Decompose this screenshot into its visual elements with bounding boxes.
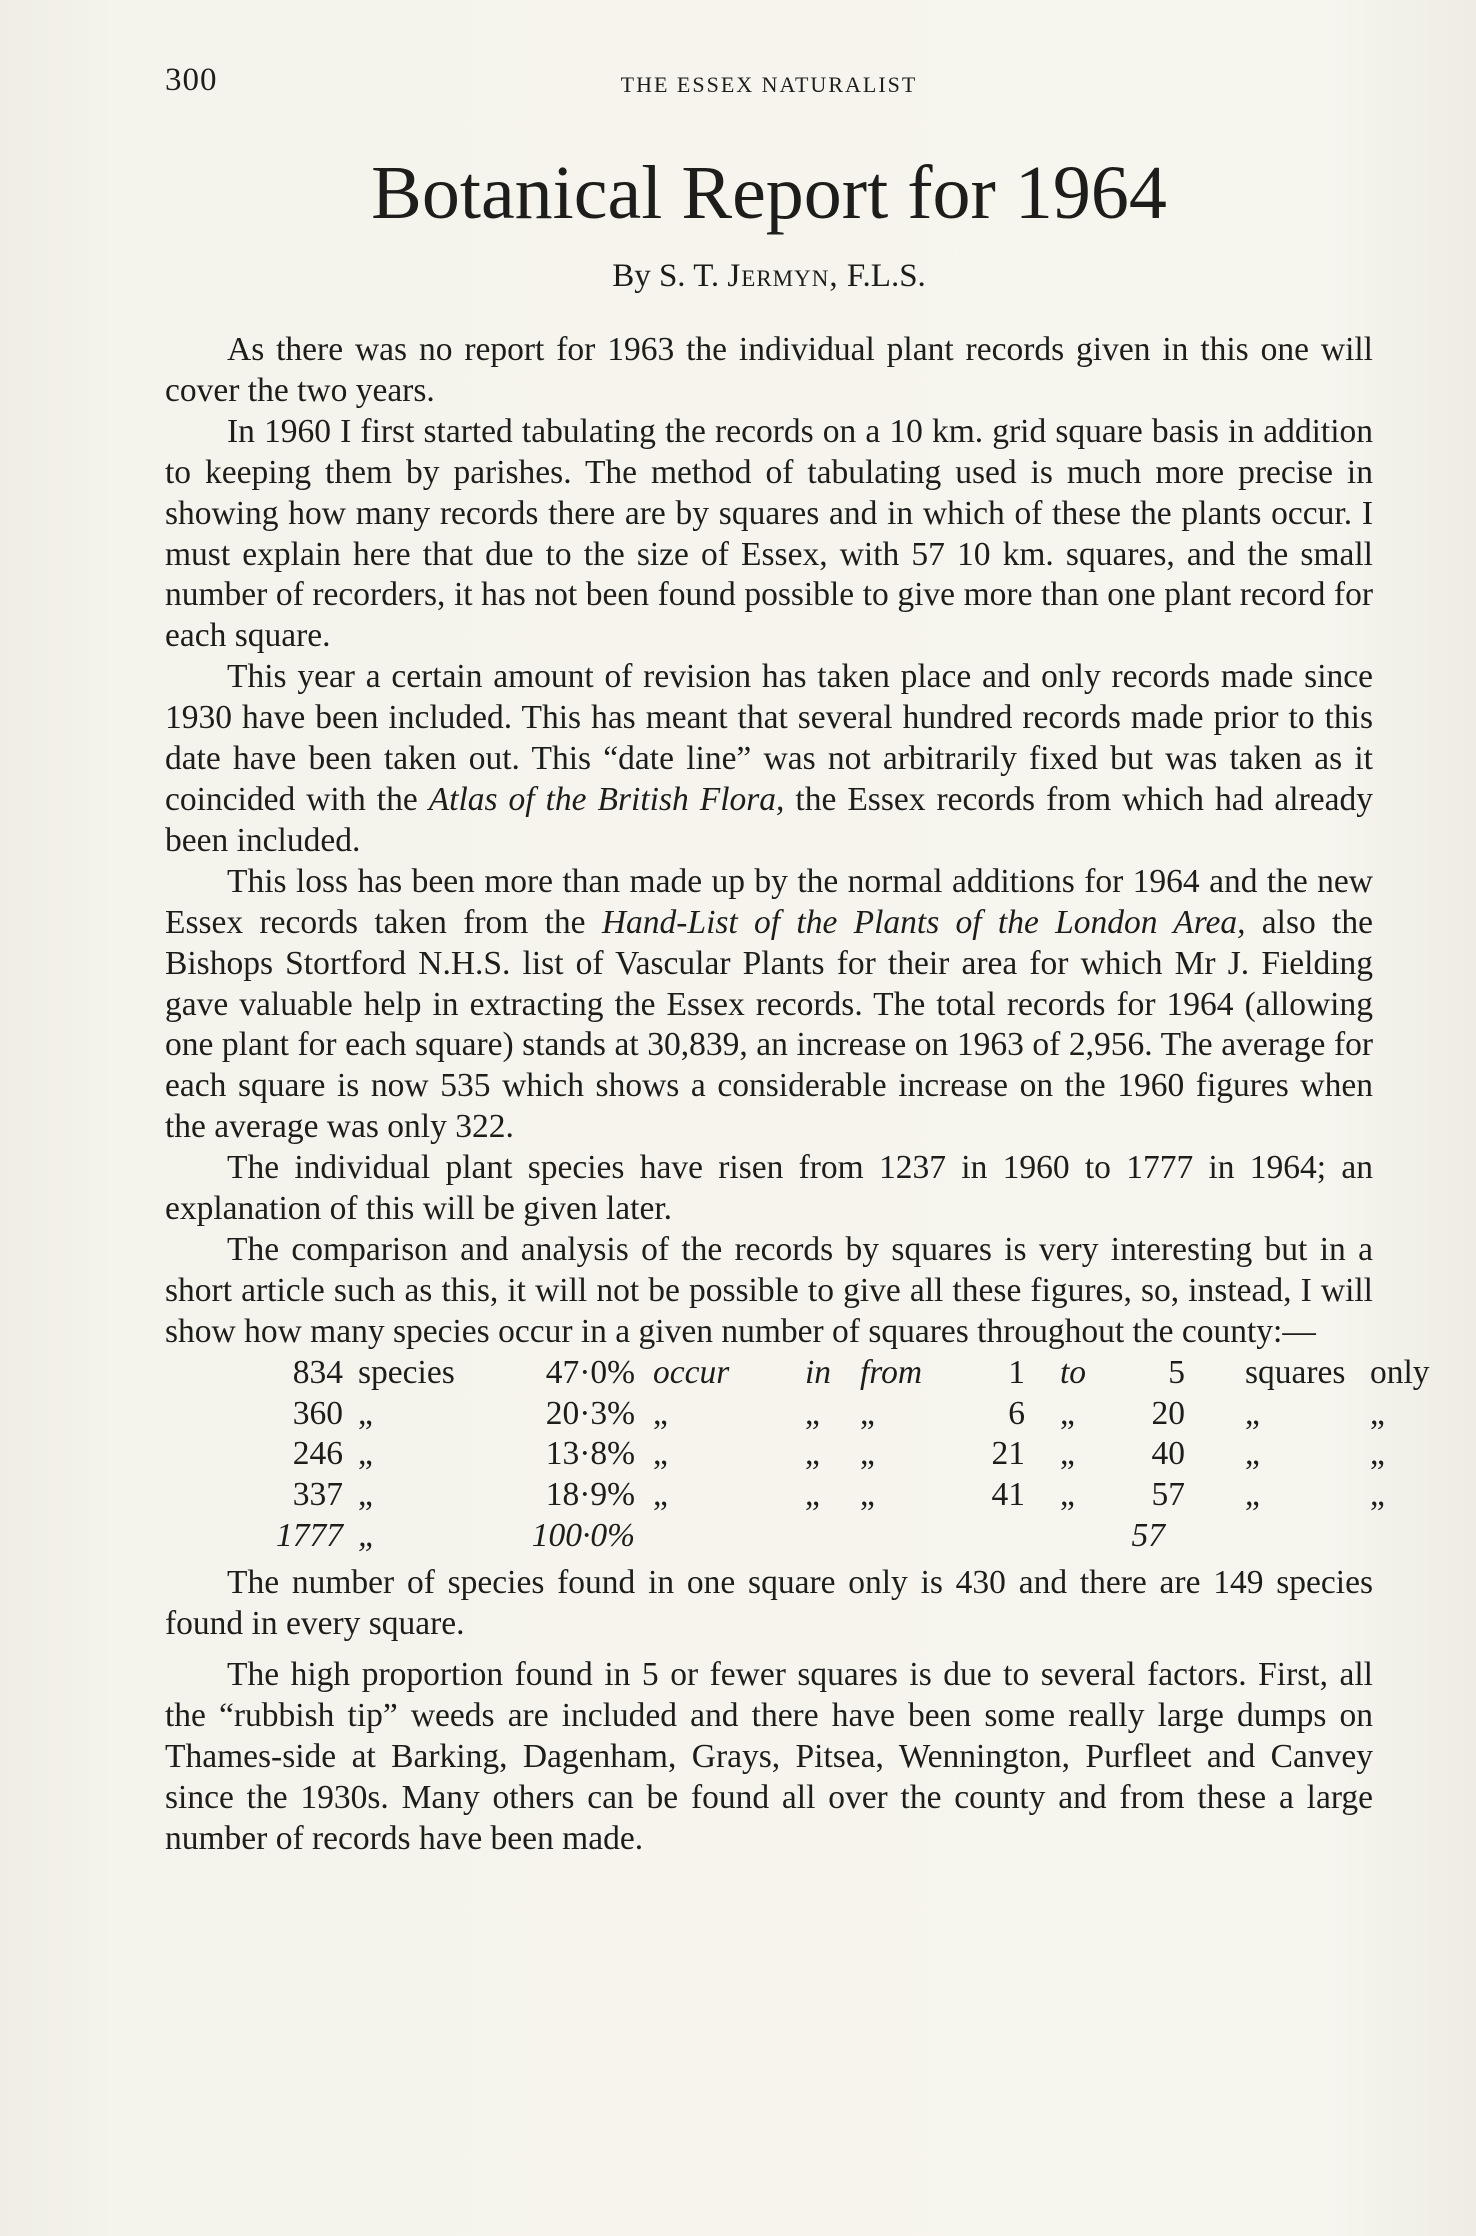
squares-high: 57 xyxy=(1151,1476,1185,1514)
in-word: „ xyxy=(805,1435,820,1473)
byline-by: By xyxy=(612,258,651,294)
paragraph-3-text-b: the Essex records from which had already been included. xyxy=(165,780,1373,859)
occur-word: „ xyxy=(653,1394,668,1432)
species-percent: 47·0% xyxy=(545,1353,635,1391)
paragraph-3 xyxy=(165,657,1373,862)
species-percent: 13·8% xyxy=(545,1435,635,1473)
to-word: to xyxy=(1060,1353,1087,1391)
paragraph-6: The comparison and analysis of the records by squares is very interesting but in a short article such as this, it will not be possible to give all these figures, so, instead, I will show how many species occur in a given number of squares throughout the county:— xyxy=(165,1230,1373,1350)
squares-low: 6 xyxy=(1008,1394,1025,1432)
species-percent: 20·3% xyxy=(545,1394,635,1432)
squares-low: 1 xyxy=(1008,1353,1025,1391)
only-word: „ xyxy=(1370,1394,1385,1432)
only-word: „ xyxy=(1370,1476,1385,1514)
squares-low: 21 xyxy=(991,1435,1025,1473)
paragraph-4 xyxy=(165,862,1373,1148)
species-count: 246 xyxy=(292,1435,343,1473)
page-number: 300 xyxy=(165,62,218,98)
table-row xyxy=(165,1353,1430,1394)
paragraph-4-text-a: This loss has been more than made up by the normal additions for 1964 and the new Essex records taken from the xyxy=(165,862,1373,941)
species-total-count: 1777 xyxy=(276,1517,343,1555)
species-unit: „ xyxy=(358,1517,377,1555)
in-word: „ xyxy=(805,1476,820,1514)
paragraph-8: The high proportion found in 5 or fewer squares is due to several factors. First, all the “rubbish tip” weeds are included and there have been some really large dumps on Thames-side at Barking, Dagenham, Grays, Pitsea, Wennington, Purfleet and Canvey since the 1930s. Many others can be found all over the county and from these a large number of records have been made. xyxy=(165,1655,1373,1857)
occur-word: „ xyxy=(653,1435,668,1473)
from-word: „ xyxy=(860,1435,875,1473)
squares-word: „ xyxy=(1245,1476,1260,1514)
table-row xyxy=(165,1394,1385,1435)
paragraph-1: As there was no report for 1963 the individual plant records given in this one will cover the two years. xyxy=(165,331,1373,409)
to-word: „ xyxy=(1060,1476,1075,1514)
article-body xyxy=(165,330,1430,1859)
squares-word: squares xyxy=(1245,1353,1346,1391)
species-percent: 18·9% xyxy=(545,1476,635,1514)
paragraph-3-text-a: This year a certain amount of revision has taken place and only records made since 1930 have been included. This has meant that several hundred records made prior to this date have been taken out. This “date line” was not arbitrarily fixed but was taken as it coincided with the xyxy=(165,658,1373,818)
from-word: „ xyxy=(860,1476,875,1514)
author-suffix: F.L.S. xyxy=(846,258,926,294)
to-word: „ xyxy=(1060,1435,1075,1473)
to-word: „ xyxy=(1060,1394,1075,1432)
species-unit: „ xyxy=(358,1394,373,1432)
only-word: only xyxy=(1370,1353,1430,1391)
squares-total: 57 xyxy=(1131,1517,1165,1555)
page-header xyxy=(165,62,1373,102)
occur-word: occur xyxy=(653,1353,730,1391)
species-unit: „ xyxy=(358,1435,373,1473)
hand-list-title: Hand-List of the Plants of the London Area, xyxy=(601,903,1246,941)
species-count: 337 xyxy=(292,1476,343,1514)
species-table xyxy=(165,1353,1430,1557)
species-count: 360 xyxy=(292,1394,343,1432)
author-initials: S. T. xyxy=(658,258,720,294)
species-unit: species xyxy=(358,1353,455,1391)
species-count: 834 xyxy=(292,1353,343,1391)
occur-word: „ xyxy=(653,1476,668,1514)
running-head: THE ESSEX NATURALIST xyxy=(620,72,918,97)
paragraph-5: The individual plant species have risen from 1237 in 1960 to 1777 in 1964; an explanation of this will be given later. xyxy=(165,1149,1373,1228)
squares-high: 5 xyxy=(1168,1353,1185,1391)
squares-low: 41 xyxy=(991,1476,1025,1514)
author-surname: Jermyn, xyxy=(727,258,839,294)
table-row xyxy=(165,1475,1385,1516)
species-total-percent: 100·0% xyxy=(531,1517,635,1555)
byline xyxy=(165,258,1373,295)
article-title: Botanical Report for 1964 xyxy=(371,151,1167,235)
in-word: in xyxy=(805,1353,832,1391)
paragraph-4-text-b: also the Bishops Stortford N.H.S. list of Vascular Plants for their area for which Mr J. Fielding gave valuable help in extracting the Essex records. The total records for 1964 (allowing one plant for each square) stands at 30,839, an increase on 1963 of 2,956. The average for each square is now 535 which shows a considerable increase on the 1960 figures when the average was only 322. xyxy=(165,903,1373,1146)
from-word: „ xyxy=(860,1394,875,1432)
paragraph-2: In 1960 I first started tabulating the records on a 10 km. grid square basis in addition to keeping them by parishes. The method of tabulating used is much more precise in showing how many records there are by squares and in which of these the plants occur. I must explain here that due to the size of Essex, with 57 10 km. squares, and the small number of recorders, it has not been found possible to give more than one plant record for each square. xyxy=(165,412,1373,655)
squares-high: 20 xyxy=(1151,1394,1185,1432)
only-word: „ xyxy=(1370,1435,1385,1473)
squares-word: „ xyxy=(1245,1394,1260,1432)
table-row xyxy=(165,1434,1385,1475)
species-unit: „ xyxy=(358,1476,373,1514)
paragraph-7: The number of species found in one square only is 430 and there are 149 species found in every square. xyxy=(165,1564,1373,1643)
table-total-row xyxy=(165,1516,1373,1557)
in-word: „ xyxy=(805,1394,820,1432)
atlas-title: Atlas of the British Flora, xyxy=(428,780,785,818)
squares-word: „ xyxy=(1245,1435,1260,1473)
from-word: from xyxy=(860,1353,923,1391)
squares-high: 40 xyxy=(1151,1435,1185,1473)
